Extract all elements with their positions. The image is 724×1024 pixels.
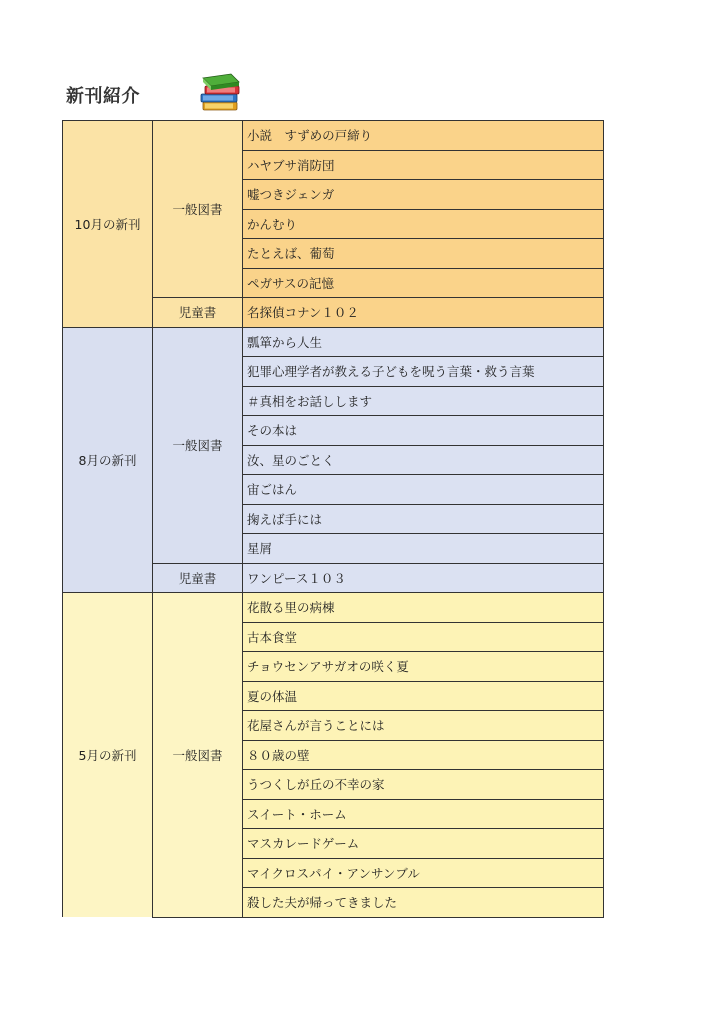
category-general: 一般図書 — [153, 121, 243, 298]
book-title: ＃真相をお話しします — [243, 386, 604, 416]
table-row — [63, 593, 604, 623]
month-label: 5月の新刊 — [63, 593, 153, 918]
book-title: その本は — [243, 416, 604, 446]
category-general: 一般図書 — [153, 327, 243, 563]
book-title: うつくしが丘の不幸の家 — [243, 770, 604, 800]
book-title: マスカレードゲーム — [243, 829, 604, 859]
new-books-table — [62, 120, 604, 918]
category-general: 一般図書 — [153, 593, 243, 918]
table-row — [63, 327, 604, 357]
category-children: 児童書 — [153, 298, 243, 328]
books-icon — [197, 72, 245, 114]
page-title: 新刊紹介 — [66, 86, 140, 107]
book-title: 宙ごはん — [243, 475, 604, 505]
book-title: ８０歳の壁 — [243, 740, 604, 770]
book-title: 花散る里の病棟 — [243, 593, 604, 623]
book-title: 殺した夫が帰ってきました — [243, 888, 604, 918]
book-title: 瓢箪から人生 — [243, 327, 604, 357]
book-title: 犯罪心理学者が教える子どもを呪う言葉・救う言葉 — [243, 357, 604, 387]
book-title: かんむり — [243, 209, 604, 239]
book-title: 小説 すずめの戸締り — [243, 121, 604, 151]
book-title: スイート・ホーム — [243, 799, 604, 829]
book-title: 汝、星のごとく — [243, 445, 604, 475]
book-title: 嘘つきジェンガ — [243, 180, 604, 210]
book-title: ペガサスの記憶 — [243, 268, 604, 298]
table-row — [63, 121, 604, 151]
book-title: 夏の体温 — [243, 681, 604, 711]
book-title: ワンピース１０３ — [243, 563, 604, 593]
month-label: 10月の新刊 — [63, 121, 153, 328]
book-title: 星屑 — [243, 534, 604, 564]
book-title: マイクロスパイ・アンサンブル — [243, 858, 604, 888]
book-title: たとえば、葡萄 — [243, 239, 604, 269]
month-label: 8月の新刊 — [63, 327, 153, 593]
book-title: ハヤブサ消防団 — [243, 150, 604, 180]
book-title: 名探偵コナン１０２ — [243, 298, 604, 328]
book-title: チョウセンアサガオの咲く夏 — [243, 652, 604, 682]
category-children: 児童書 — [153, 563, 243, 593]
book-title: 掬えば手には — [243, 504, 604, 534]
book-title: 古本食堂 — [243, 622, 604, 652]
book-title: 花屋さんが言うことには — [243, 711, 604, 741]
